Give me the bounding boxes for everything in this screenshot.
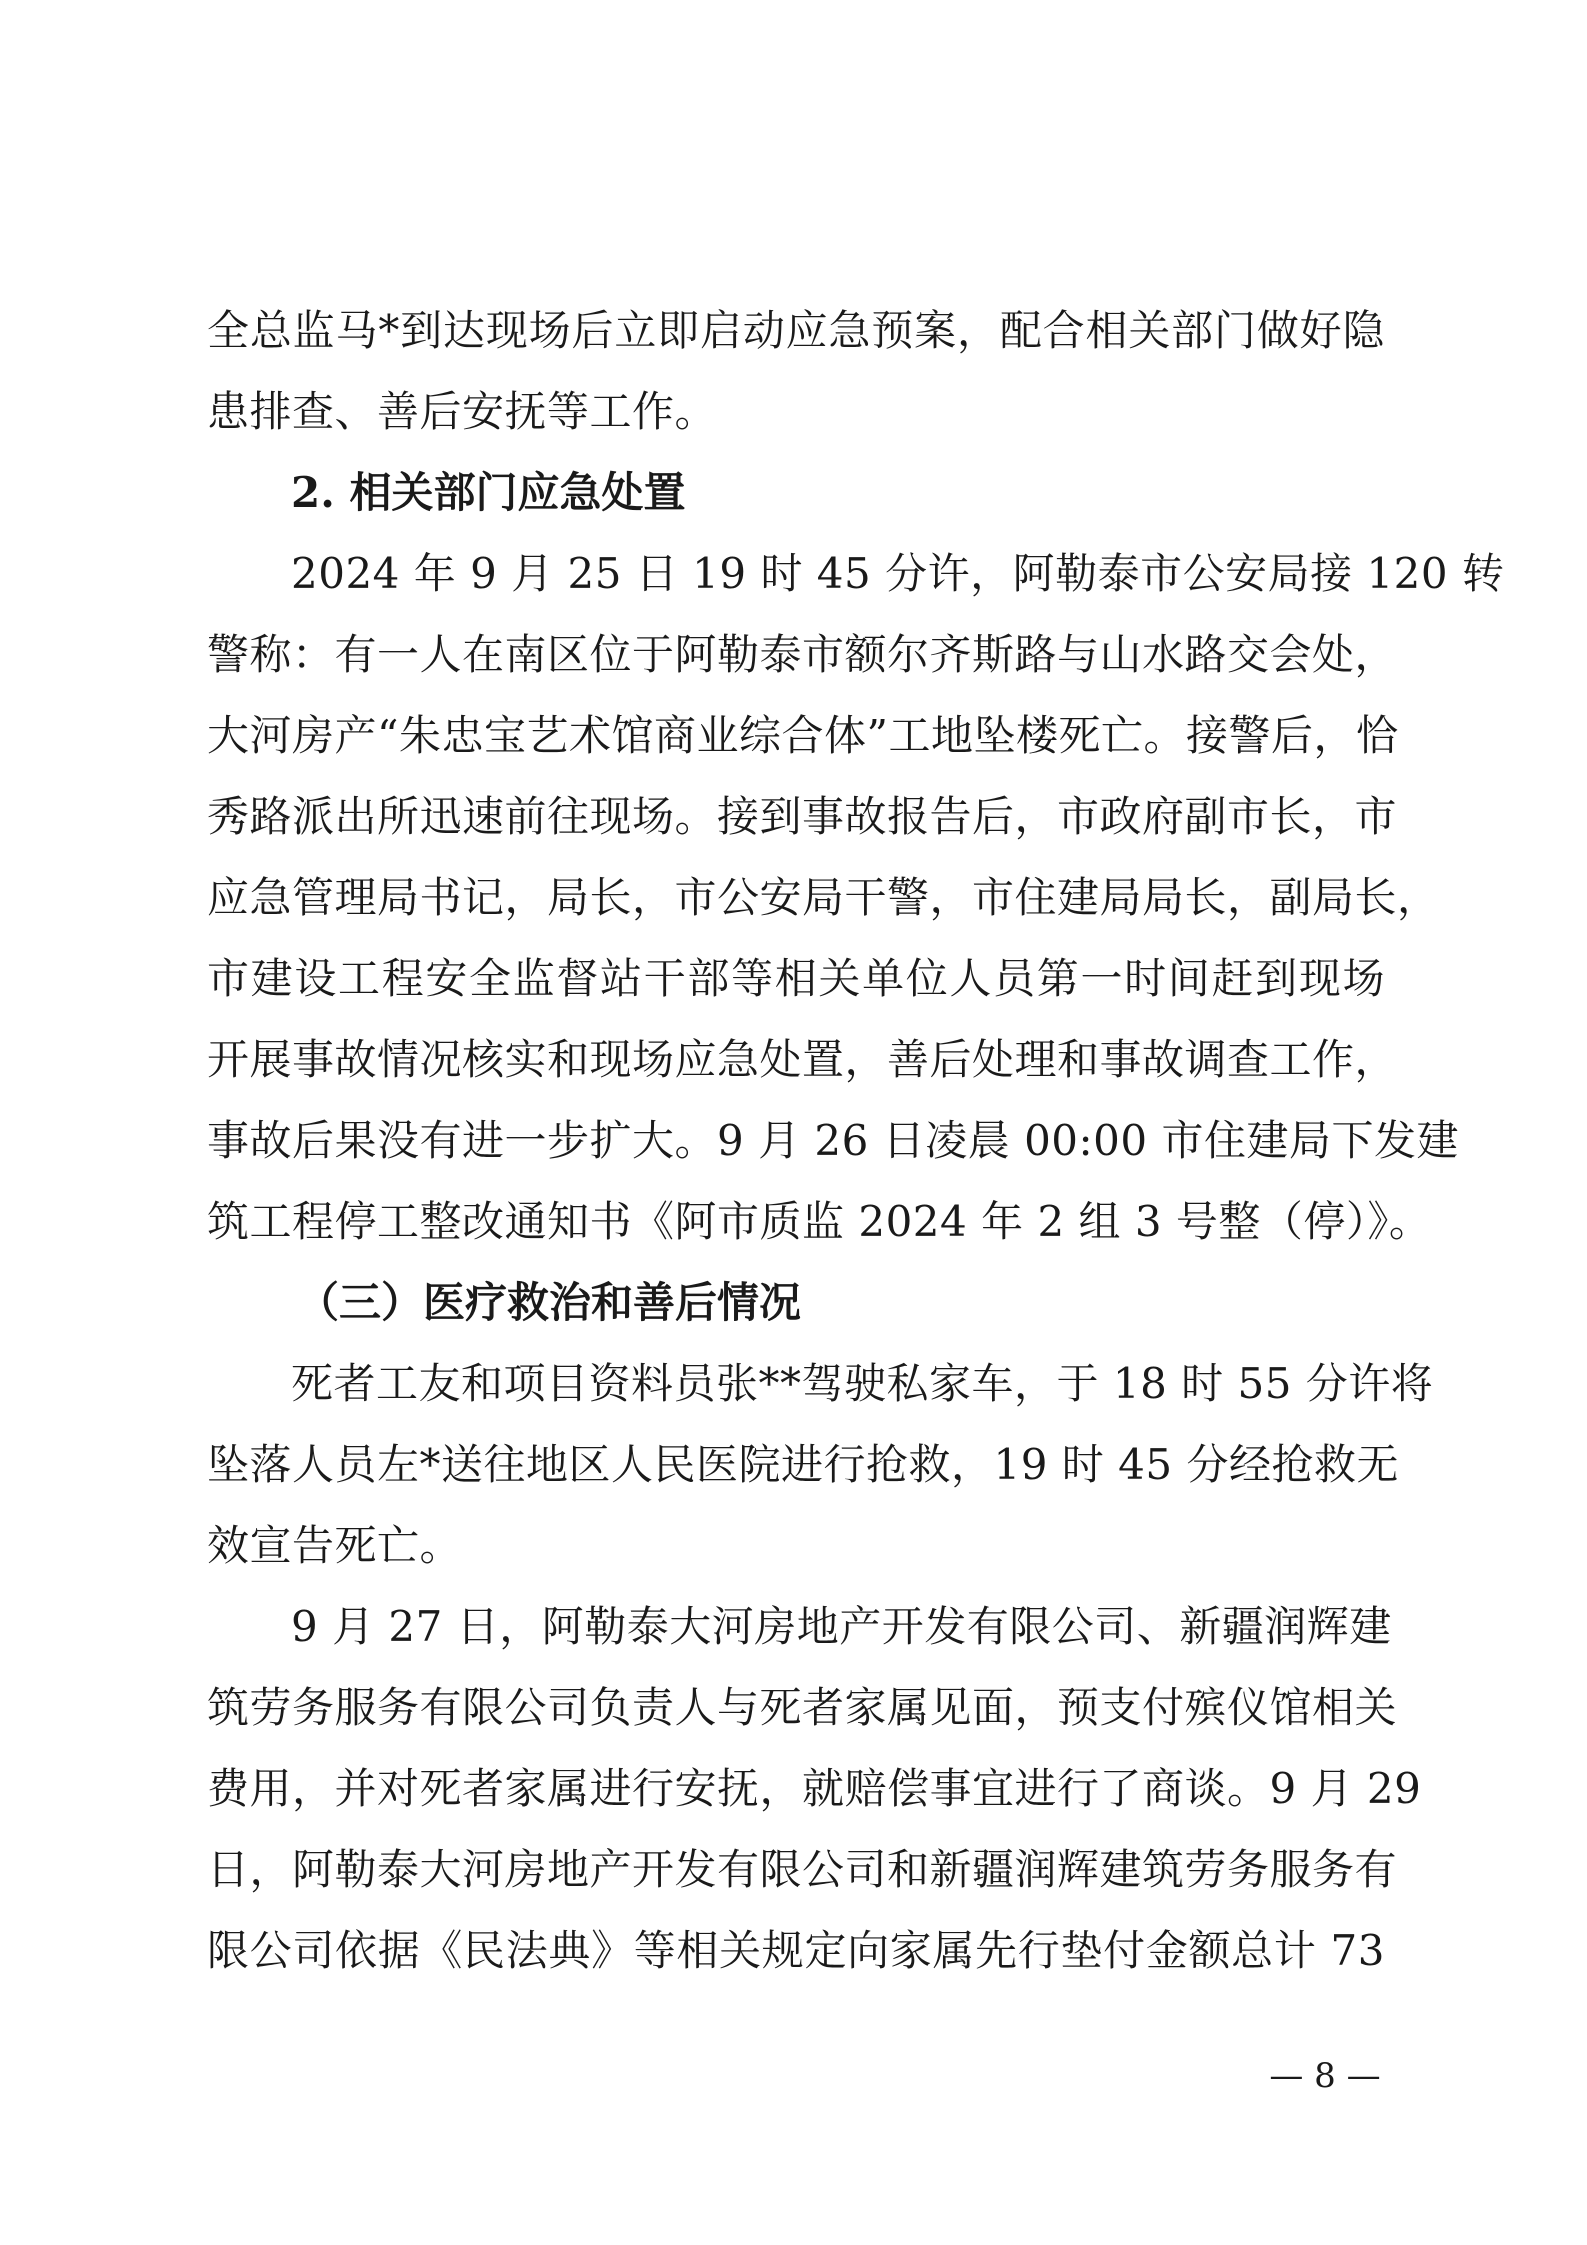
text-line: 全总监马*到达现场后立即启动应急预案，配合相关部门做好隐: [207, 306, 1385, 355]
text-line: 效宣告死亡。: [207, 1521, 463, 1570]
paragraph: [207, 1586, 1422, 1991]
text-line: 大河房产“朱忠宝艺术馆商业综合体”工地坠楼死亡。接警后，恰: [207, 711, 1399, 760]
text-line: 9 月 27 日，阿勒泰大河房地产开发有限公司、新疆润辉建: [291, 1602, 1392, 1651]
text-line: 筑工程停工整改通知书《阿市质监 2024 年 2 组 3 号整（停）》。: [207, 1197, 1432, 1246]
text-line: 2024 年 9 月 25 日 19 时 45 分许，阿勒泰市公安局接 120 转: [291, 549, 1505, 598]
text-line: 应急管理局书记，局长，市公安局干警，市住建局局长，副局长，: [207, 873, 1440, 922]
paragraph-continued: [207, 290, 1385, 452]
text-line: 日，阿勒泰大河房地产开发有限公司和新疆润辉建筑劳务服务有: [207, 1845, 1398, 1894]
paragraph: [207, 533, 1505, 1262]
text-line: 筑劳务服务有限公司负责人与死者家属见面，预支付殡仪馆相关: [207, 1683, 1398, 1732]
page-number: — 8 —: [1269, 2056, 1381, 2096]
text-line: 限公司依据《民法典》等相关规定向家属先行垫付金额总计 73: [207, 1926, 1385, 1975]
text-line: 坠落人员左*送往地区人民医院进行抢救，19 时 45 分经抢救无: [207, 1440, 1399, 1489]
subsection-heading: （三）医疗救治和善后情况: [297, 1278, 802, 1327]
text-line: 市建设工程安全监督站干部等相关单位人员第一时间赶到现场: [207, 954, 1385, 1003]
section-heading: 2. 相关部门应急处置: [291, 468, 686, 517]
text-line: 死者工友和项目资料员张**驾驶私家车，于 18 时 55 分许将: [291, 1359, 1434, 1408]
text-line: 开展事故情况核实和现场应急处置，善后处理和事故调查工作，: [207, 1035, 1398, 1084]
text-line: 警称：有一人在南区位于阿勒泰市额尔齐斯路与山水路交会处，: [207, 630, 1398, 679]
text-line: 事故后果没有进一步扩大。9 月 26 日凌晨 00:00 市住建局下发建: [207, 1116, 1459, 1165]
document-page: [207, 290, 1505, 1991]
paragraph: [207, 1343, 1434, 1586]
text-line: 费用，并对死者家属进行安抚，就赔偿事宜进行了商谈。9 月 29: [207, 1764, 1422, 1813]
text-line: 患排查、善后安抚等工作。: [207, 387, 718, 436]
text-line: 秀路派出所迅速前往现场。接到事故报告后，市政府副市长，市: [207, 792, 1398, 841]
